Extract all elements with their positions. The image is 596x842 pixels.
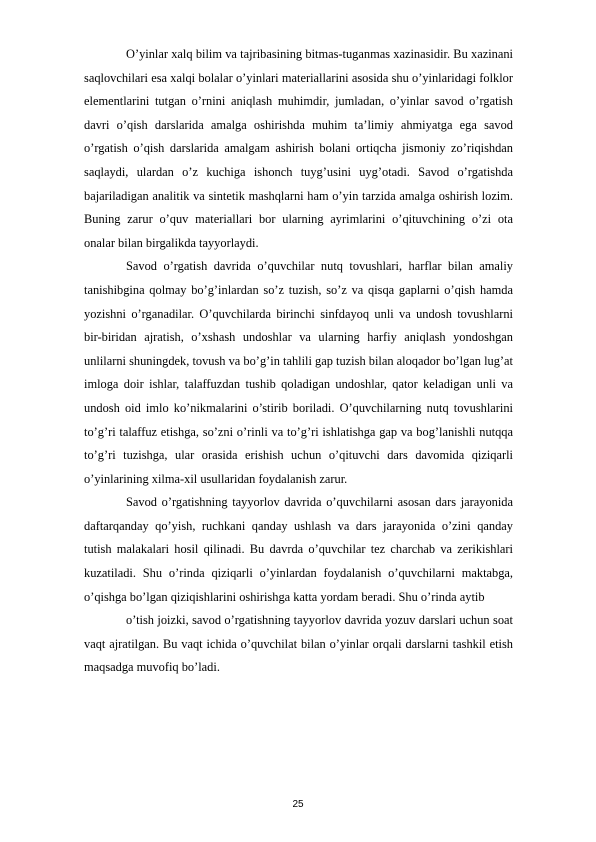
page-number: 25 <box>292 799 304 810</box>
document-body <box>84 43 513 680</box>
paragraph-2: Savod o’rgatish davrida o’quvchilar nutq tovushlari, harflar bilan amaliy tanishibgina qolmay bo’g’inlardan so’z tuzish, so’z va qisqa gaplarni o’qish hamda yozishni o’rganadilar. O’quvchilarda birinchi sinfdayoq unli va undosh tovushlarni bir-biridan ajratish, o’xshash undoshlar va ularning harfiy aniqlash yondoshgan unlilarni shuningdek, tovush va bo’g’in tahlili gap tuzish bilan aloqador bo’lgan lug’at imloga doir ishlar, talaffuzdan tushib qoladigan undoshlar, qator keladigan unli va undosh oid imlo ko’nikmalarini o’stirib boriladi. O’quvchilarning nutq tovushlarini to’g’ri talaffuz etishga, so’zni o’rinli va to’g’ri ishlatishga gap va bog’lanishli nutqqa to’g’ri tuzishga, ular orasida erishish uchun o’qituvchi dars davomida qiziqarli o’yinlarining xilma-xil usullaridan foydalanish zarur. <box>84 259 513 486</box>
paragraph-3: Savod o’rgatishning tayyorlov davrida o’quvchilarni asosan dars jarayonida daftarqanday qo’yish, ruchkani qanday ushlash va dars jarayonida o’zini qanday tutish malakalari hosil qilinadi. Bu davrda o’quvchilar tez charchab va zerikishlari kuzatiladi. Shu o’rinda qiziqarli o’yinlardan foydalanish o’quvchilarni maktabga, o’qishga bo’lgan qiziqishlarini oshirishga katta yordam beradi. Shu o’rinda aytib <box>84 495 513 604</box>
paragraph-4: o’tish joizki, savod o’rgatishning tayyorlov davrida yozuv darslari uchun soat vaqt ajratilgan. Bu vaqt ichida o’quvchilat bilan o’yinlar orqali darslarni tashkil etish maqsadga muvofiq bo’ladi. <box>84 613 513 675</box>
paragraph-1: O’yinlar xalq bilim va tajribasining bitmas-tuganmas xazinasidir. Bu xazinani saqlovchilari esa xalqi bolalar o’yinlari materiallarini asosida shu o’yinlaridagi folklor elementlarini tutgan o’rnini aniqlash muhimdir, jumladan, o’yinlar savod o’rgatish davri o’qish darslarida amalga oshirishda muhim ta’limiy ahmiyatga ega savod o’rgatish o’qish darslarida amalgam ashirish bolani ortiqcha jismoniy zo’riqishdan saqlaydi, ulardan o’z kuchiga ishonch tuyg’usini uyg’otadi. Savod o’rgatishda bajariladigan analitik va sintetik mashqlarni ham o’yin tarzida amalga oshirish lozim. Buning zarur o’quv materiallari bor ularning ayrimlarini o’qituvchining o’zi ota onalar bilan birgalikda tayyorlaydi. <box>84 47 513 250</box>
